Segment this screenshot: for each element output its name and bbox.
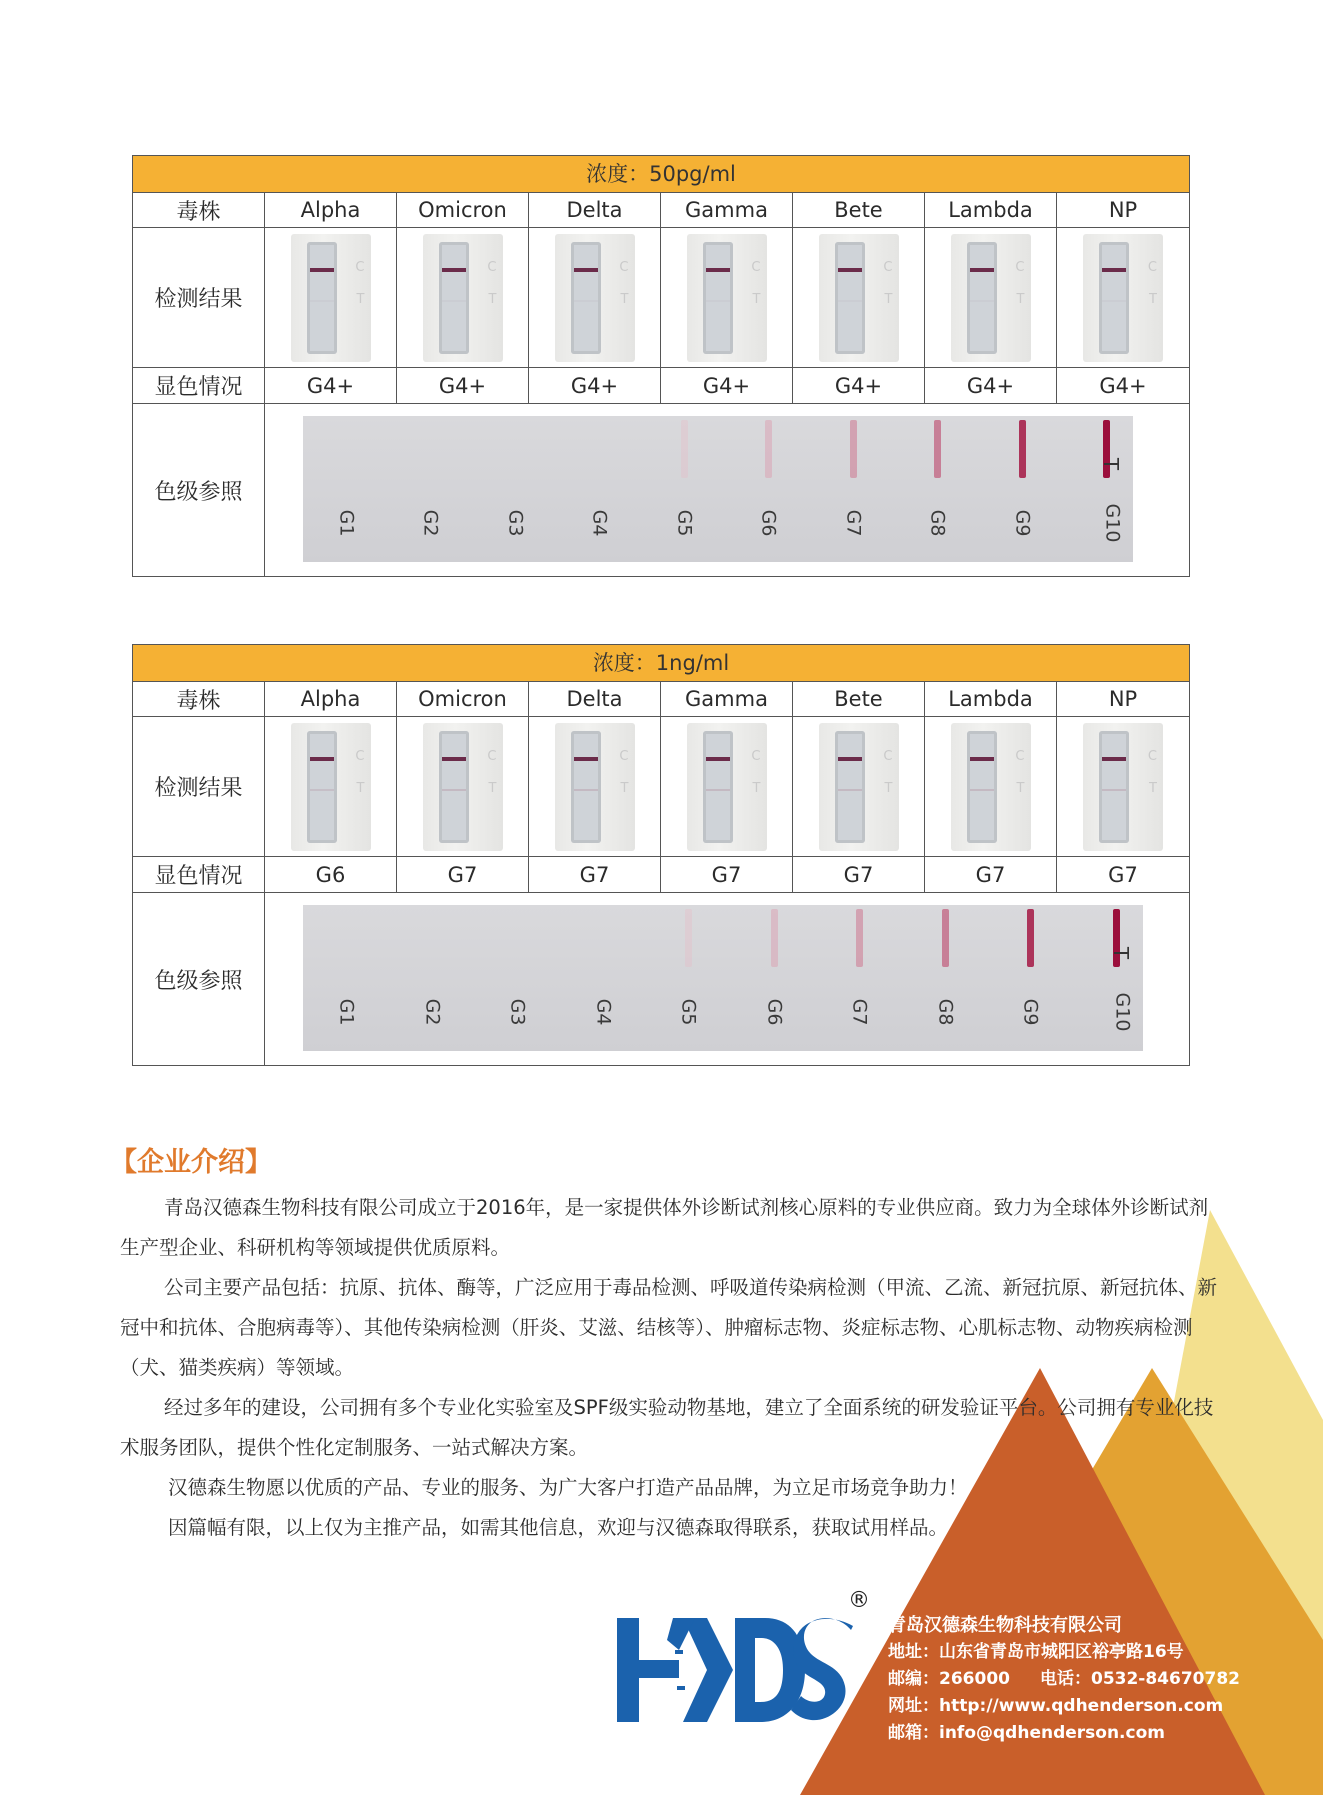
grade-band: [856, 909, 863, 967]
grade-band: [681, 420, 688, 478]
concentration-header: 浓度：50pg/ml: [133, 156, 1189, 193]
grade-band-label: G3: [506, 998, 529, 1026]
result-table-1ng: [132, 644, 1190, 1066]
test-cassette-image: C T: [423, 723, 503, 851]
hds-logo: [615, 1610, 855, 1730]
result-cell: [793, 228, 925, 367]
strain-cell: Bete: [793, 193, 925, 227]
test-cassette-image: C T: [819, 723, 899, 851]
strain-label: 毒株: [133, 682, 265, 716]
grade-band-label: G7: [848, 998, 871, 1026]
test-cassette-image: C T: [951, 234, 1031, 362]
grade-band: [934, 420, 941, 478]
grade-cell: G7: [661, 857, 793, 892]
reference-row: [133, 893, 1189, 1065]
grade-cell: G7: [925, 857, 1057, 892]
result-row: [133, 717, 1189, 857]
result-label: 检测结果: [133, 228, 265, 367]
strain-cell: Alpha: [265, 682, 397, 716]
test-cassette-image: C T: [291, 723, 371, 851]
result-cell: [793, 717, 925, 856]
strain-cell: Lambda: [925, 193, 1057, 227]
strain-label: 毒株: [133, 193, 265, 227]
intro-paragraph-3: 经过多年的建设，公司拥有多个专业化实验室及SPF级实验动物基地，建立了全面系统的研发验证平台。公司拥有专业化技术服务团队，提供个性化定制服务、一站式解决方案。: [120, 1396, 1214, 1459]
result-cell: [529, 717, 661, 856]
grade-cell: G4+: [397, 368, 529, 403]
grade-cell: G4+: [925, 368, 1057, 403]
grade-band-label: G6: [763, 998, 786, 1026]
intro-paragraph-5: 因篇幅有限，以上仅为主推产品，如需其他信息，欢迎与汉德森取得联系，获取试用样品。: [168, 1516, 949, 1539]
grade-band-label: G2: [420, 998, 443, 1026]
result-cell: [265, 228, 397, 367]
grade-band: [1027, 909, 1034, 967]
test-cassette-image: C T: [555, 723, 635, 851]
grade-band-label: G10: [1101, 503, 1124, 543]
concentration-header: 浓度：1ng/ml: [133, 645, 1189, 682]
grade-band: [685, 909, 692, 967]
grade-row: [133, 857, 1189, 893]
result-label: 检测结果: [133, 717, 265, 856]
grade-band: [1019, 420, 1026, 478]
result-cell: [925, 717, 1057, 856]
result-cell: [529, 228, 661, 367]
test-cassette-image: C T: [555, 234, 635, 362]
company-name: 青岛汉德森生物科技有限公司: [888, 1615, 1122, 1636]
strain-cell: NP: [1108, 198, 1138, 222]
intro-title: 【企业介绍】: [110, 1147, 272, 1178]
result-table-50pg: [132, 155, 1190, 577]
grade-cell: G4+: [529, 368, 661, 403]
strain-cell: NP: [1108, 687, 1138, 711]
test-cassette-image: C T: [1083, 723, 1163, 851]
intro-paragraph-1: 青岛汉德森生物科技有限公司成立于2016年，是一家提供体外诊断试剂核心原料的专业供应商。致力为全球体外诊断试剂生产型企业、科研机构等领域提供优质原料。: [120, 1196, 1209, 1259]
result-cell: [1057, 717, 1189, 856]
grade-cell: G4+: [661, 368, 793, 403]
grade-cell: G4+: [793, 368, 925, 403]
grade-cell: G7: [793, 857, 925, 892]
grade-cell: G4+: [1099, 373, 1147, 398]
grade-band-label: G9: [1010, 509, 1033, 537]
grade-band-label: G10: [1111, 992, 1134, 1032]
grade-band-label: G4: [588, 509, 611, 537]
result-cell: [661, 228, 793, 367]
grade-band-label: G1: [335, 509, 358, 537]
reference-label: 色级参照: [133, 893, 265, 1065]
test-cassette-image: C T: [687, 234, 767, 362]
reference-row: [133, 404, 1189, 576]
grade-band: [942, 909, 949, 967]
strain-cell: Lambda: [925, 682, 1057, 716]
grade-band-label: G3: [504, 509, 527, 537]
grade-band-label: G5: [677, 998, 700, 1026]
result-cell: [1057, 228, 1189, 367]
intro-paragraph-4: 汉德森生物愿以优质的产品、专业的服务、为广大客户打造产品品牌，为立足市场竞争助力！: [168, 1476, 968, 1499]
strain-row: [133, 193, 1189, 228]
company-postcode: 邮编：266000: [888, 1669, 1010, 1689]
grade-band-label: G4: [592, 998, 615, 1026]
grade-band-label: G6: [757, 509, 780, 537]
t-line-mark: T: [1109, 946, 1134, 960]
strain-cell: Delta: [529, 682, 661, 716]
grade-cell: G4+: [265, 368, 397, 403]
test-cassette-image: C T: [423, 234, 503, 362]
grade-band-label: G9: [1019, 998, 1042, 1026]
reference-cell: [265, 893, 1189, 1065]
t-line-mark: T: [1099, 457, 1124, 471]
result-cell: [397, 717, 529, 856]
reference-label: 色级参照: [133, 404, 265, 576]
grade-band-label: G5: [673, 509, 696, 537]
result-cell: [925, 228, 1057, 367]
grade-band-label: G1: [335, 998, 358, 1026]
test-cassette-image: C T: [951, 723, 1031, 851]
test-cassette-image: C T: [1083, 234, 1163, 362]
grade-label: 显色情况: [133, 857, 265, 892]
strain-cell: Omicron: [397, 682, 529, 716]
strain-cell: Alpha: [265, 193, 397, 227]
grade-cell: G7: [529, 857, 661, 892]
color-grade-card: [303, 905, 1143, 1051]
color-grade-card: [303, 416, 1133, 562]
company-phone: 电话：0532-84670782: [1039, 1669, 1240, 1689]
strain-cell: Gamma: [661, 193, 793, 227]
grade-band: [765, 420, 772, 478]
grade-band: [771, 909, 778, 967]
grade-band: [850, 420, 857, 478]
grade-band-label: G7: [842, 509, 865, 537]
result-cell: [397, 228, 529, 367]
result-row: [133, 228, 1189, 368]
grade-row: [133, 368, 1189, 404]
strain-cell: Delta: [529, 193, 661, 227]
strain-cell: Gamma: [661, 682, 793, 716]
registered-mark: ®: [848, 1588, 870, 1613]
grade-cell: G6: [265, 857, 397, 892]
test-cassette-image: C T: [291, 234, 371, 362]
grade-cell: G7: [397, 857, 529, 892]
test-cassette-image: C T: [819, 234, 899, 362]
strain-row: [133, 682, 1189, 717]
reference-cell: [265, 404, 1189, 576]
intro-paragraph-2: 公司主要产品包括：抗原、抗体、酶等，广泛应用于毒品检测、呼吸道传染病检测（甲流、乙流、新冠抗原、新冠抗体、新冠中和抗体、合胞病毒等）、其他传染病检测（肝炎、艾滋、结核等）、肿瘤标志物、炎症标志物、心肌标志物、动物疾病检测（犬、猫类疾病）等领域。: [120, 1276, 1218, 1379]
test-cassette-image: C T: [687, 723, 767, 851]
grade-band-label: G2: [419, 509, 442, 537]
company-website: 网址：http://www.qdhenderson.com: [888, 1696, 1224, 1716]
strain-cell: Bete: [793, 682, 925, 716]
result-cell: [661, 717, 793, 856]
grade-cell: G7: [1108, 862, 1138, 887]
company-address: 地址：山东省青岛市城阳区裕亭路16号: [888, 1642, 1184, 1662]
grade-band-label: G8: [926, 509, 949, 537]
strain-cell: Omicron: [397, 193, 529, 227]
grade-label: 显色情况: [133, 368, 265, 403]
company-postcode-phone: [888, 1666, 1240, 1693]
grade-band-label: G8: [934, 998, 957, 1026]
company-email: 邮箱：info@qdhenderson.com: [888, 1723, 1165, 1743]
result-cell: [265, 717, 397, 856]
company-contact: [888, 1612, 1240, 1747]
